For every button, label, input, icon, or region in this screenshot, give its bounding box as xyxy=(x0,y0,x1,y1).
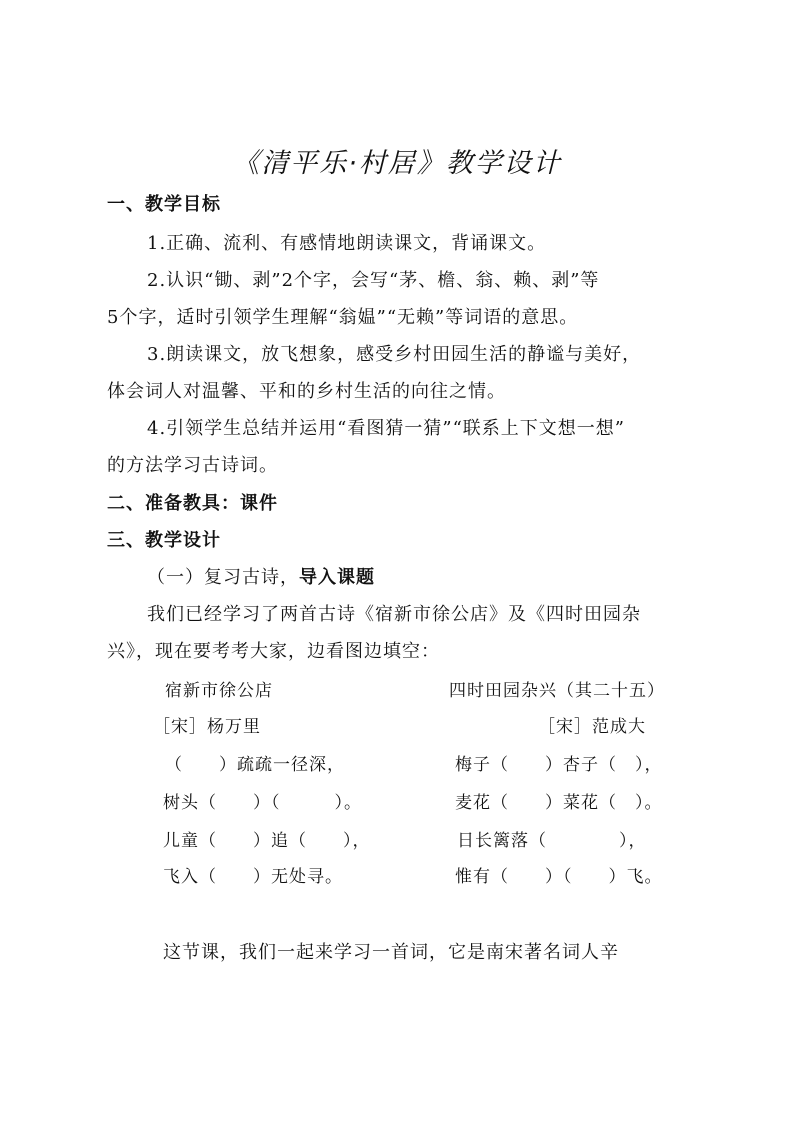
poem-right-line: 日长篱落（ ）， xyxy=(457,831,647,851)
poem-left-title: 宿新市徐公店 xyxy=(165,681,273,701)
subsection-heading-part: （一）复习古诗， xyxy=(147,567,299,588)
poem-left-line: 飞入（ ）无处寻。 xyxy=(163,867,343,887)
subsection-heading xyxy=(147,563,375,589)
intro-text-cont: 兴》，现在要考考大家，边看图边填空： xyxy=(107,641,440,662)
poem-left-line: 树头（ ）（ ）。 xyxy=(163,793,362,813)
poem-right-line: 惟有（ ）（ ）飞。 xyxy=(455,867,663,887)
objective-item: 3.朗读课文，放飞想象，感受乡村田园生活的静谧与美好， xyxy=(147,344,642,365)
poem-left-line: 儿童（ ）追（ ）， xyxy=(163,831,371,851)
objective-item: 2.认识“锄、剥”2个字，会写“茅、檐、翁、赖、剥”等 xyxy=(147,270,600,291)
subsection-heading-bold: 导入课题 xyxy=(299,567,375,588)
objective-item-cont: 的方法学习古诗词。 xyxy=(107,455,278,476)
poem-right-author: ［宋］范成大 xyxy=(538,717,646,737)
objective-item-cont: 体会词人对温馨、平和的乡村生活的向往之情。 xyxy=(107,381,506,402)
poem-left-author: ［宋］杨万里 xyxy=(153,717,261,737)
section-heading-materials: 二、准备教具：课件 xyxy=(107,493,278,514)
poem-right-line: 梅子（ ）杏子（ ）， xyxy=(455,755,663,775)
poem-right-title: 四时田园杂兴（其二十五） xyxy=(449,681,665,701)
closing-text: 这节课，我们一起来学习一首词，它是南宋著名词人辛 xyxy=(163,942,619,963)
objective-item: 4.引领学生总结并运用“看图猜一猜”“联系上下文想一想” xyxy=(147,418,625,439)
section-heading-objectives: 一、教学目标 xyxy=(107,194,221,215)
intro-text: 我们已经学习了两首古诗《宿新市徐公店》及《四时田园杂 xyxy=(147,604,641,625)
document-title: 《清平乐·村居》教学设计 xyxy=(232,148,562,179)
poem-left-line: （ ）疏疏一径深， xyxy=(165,755,345,775)
objective-item-cont: 5个字，适时引领学生理解“翁媪”“无赖”等词语的意思。 xyxy=(107,307,579,328)
section-heading-design: 三、教学设计 xyxy=(107,530,221,551)
objective-item: 1.正确、流利、有感情地朗读课文，背诵课文。 xyxy=(147,233,547,254)
poem-right-line: 麦花（ ）菜花（ ）。 xyxy=(455,793,663,813)
